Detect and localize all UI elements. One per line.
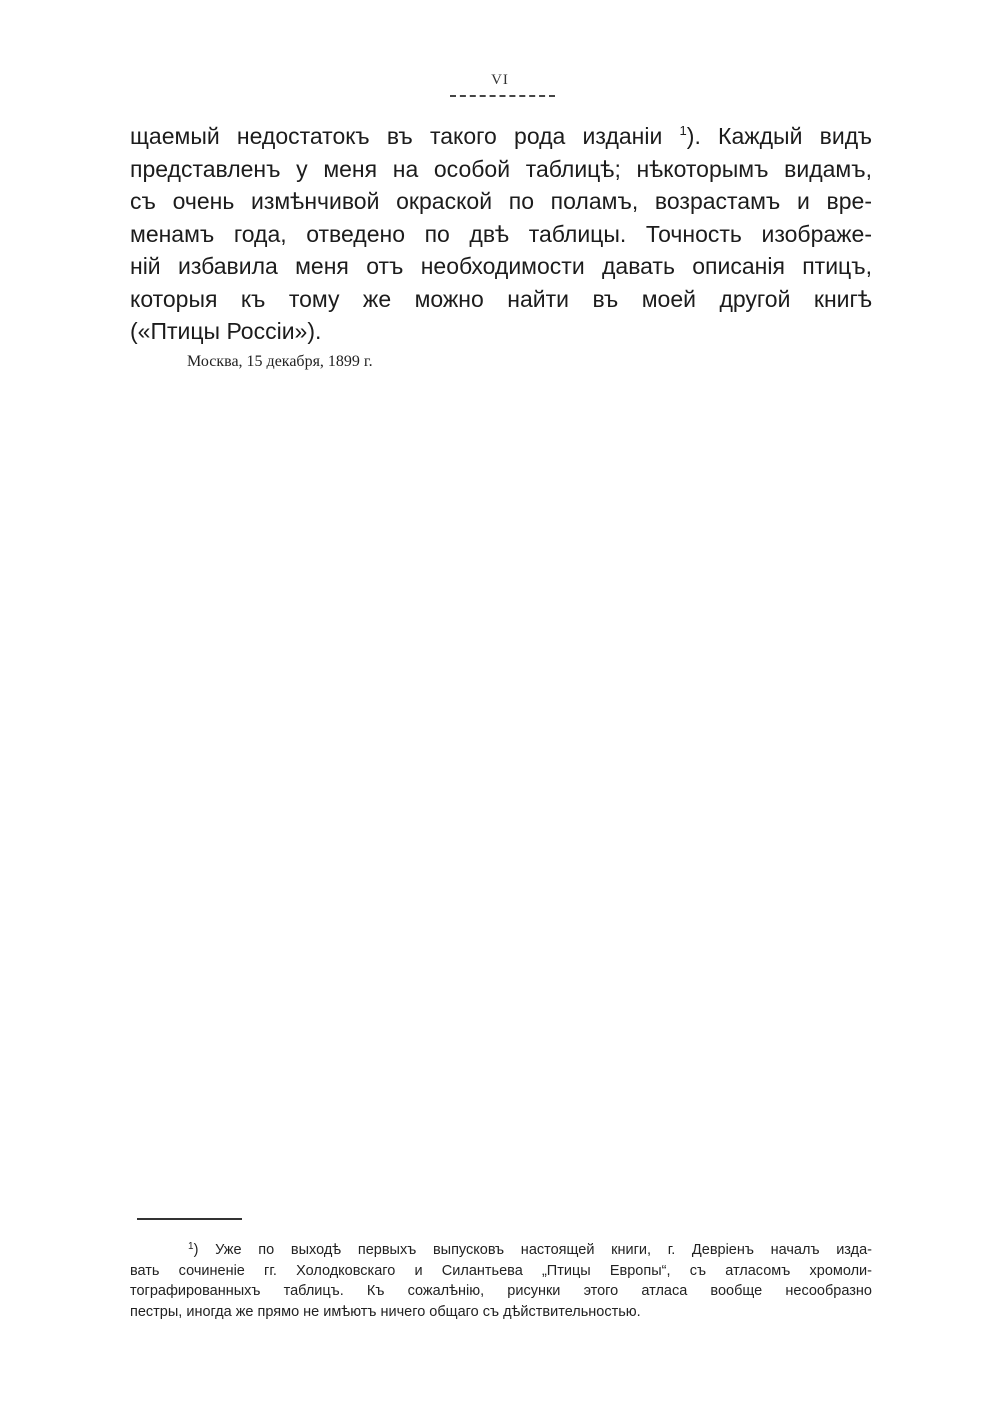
footnote-rule: [137, 1218, 242, 1220]
footnote-marker: 1: [188, 1241, 194, 1252]
body-line-6: которыя къ тому же можно найти въ моей другой книгѣ: [130, 285, 872, 312]
body-text: [130, 120, 872, 348]
page-number-rule: [450, 95, 555, 97]
footnote-reference: 1: [679, 123, 687, 138]
footnote-line-4: пестры, иногда же прямо не имѣютъ ничего общаго съ дѣйствительностью.: [130, 1303, 641, 1320]
page-number: VI: [491, 72, 509, 88]
footnote-line-3: тографированныхъ таблицъ. Къ сожалѣнію, рисунки этого атласа вообще несообразно: [130, 1283, 872, 1299]
place-date-signature: Москва, 15 декабря, 1899 г.: [187, 353, 373, 370]
body-line-1-text: щаемый недостатокъ въ такого рода изданіи: [130, 123, 663, 149]
footnote: [130, 1240, 872, 1322]
body-line-3: съ очень измѣнчивой окраской по поламъ, возрастамъ и вре-: [130, 188, 872, 214]
body-line-7: («Птицы Россіи»).: [130, 318, 322, 344]
footnote-line-1: [130, 1240, 872, 1261]
body-line-1-tail: ). Каждый видъ: [686, 123, 873, 149]
body-line-1: [130, 120, 872, 153]
footnote-line-1-text: ) Уже по выходѣ первыхъ выпусковъ настоящей книги, г. Девріенъ началъ изда-: [193, 1242, 872, 1258]
footnote-line-2: вать сочиненіе гг. Холодковскаго и Силантьева „Птицы Европы“, съ атласомъ хромоли-: [130, 1262, 872, 1279]
body-line-2: представленъ у меня на особой таблицѣ; нѣкоторымъ видамъ,: [130, 155, 872, 182]
body-line-4: менамъ года, отведено по двѣ таблицы. Точность изображе-: [130, 220, 872, 247]
body-line-5: ній избавила меня отъ необходимости давать описанія птицъ,: [130, 253, 872, 279]
